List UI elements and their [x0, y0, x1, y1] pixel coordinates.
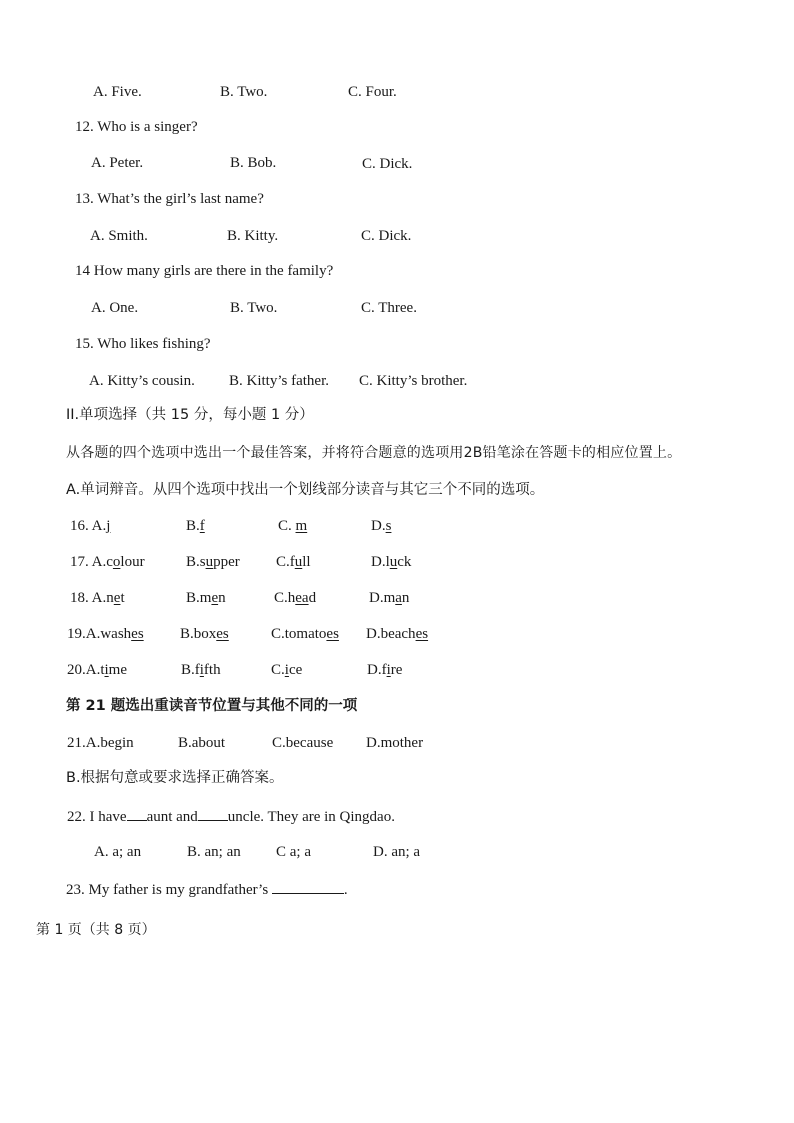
q19-option-c: C.tomatoes: [271, 626, 339, 642]
q18-option-a: 18. A.net: [70, 590, 125, 606]
q22-option-c: C a; a: [276, 844, 311, 860]
q14-option-c: C. Three.: [361, 300, 417, 316]
q20-option-c: C.ice: [271, 662, 303, 678]
q16-option-c: C. m: [278, 518, 308, 534]
q20-option-b: B.fifth: [181, 662, 221, 678]
page-footer: 第 1 页（共 8 页）: [36, 922, 156, 938]
q12-option-b: B. Bob.: [230, 155, 277, 171]
q11-option-b: B. Two.: [220, 84, 268, 100]
q12-stem: 12. Who is a singer?: [75, 119, 198, 135]
q22-blank-2: [198, 806, 228, 821]
q17-option-d: D.luck: [371, 554, 412, 570]
q19-option-a: 19.A.washes: [67, 626, 144, 642]
q11-option-c: C. Four.: [348, 84, 397, 100]
q16-option-a: 16. A.j: [70, 518, 111, 534]
q20-option-d: D.fire: [367, 662, 403, 678]
q13-option-b: B. Kitty.: [227, 228, 279, 244]
q22-option-a: A. a; an: [94, 844, 142, 860]
q11-option-a: A. Five.: [93, 84, 142, 100]
part-b-instruction: B.根据句意或要求选择正确答案。: [66, 770, 284, 786]
q15-option-a: A. Kitty’s cousin.: [89, 373, 195, 389]
q19-option-d: D.beaches: [366, 626, 429, 642]
q22-blank-1: [127, 806, 147, 821]
q21-option-a: 21.A.begin: [67, 735, 134, 751]
q22-option-b: B. an; an: [187, 844, 241, 860]
q23-stem: 23. My father is my grandfather’s .: [66, 879, 348, 899]
q18-option-b: B.men: [186, 590, 226, 606]
q17-option-c: C.full: [276, 554, 311, 570]
q13-stem: 13. What’s the girl’s last name?: [75, 191, 264, 207]
q21-option-d: D.mother: [366, 735, 424, 751]
section-2-title: II.单项选择（共 15 分，每小题 1 分）: [66, 407, 314, 423]
q21-option-c: C.because: [272, 735, 334, 751]
section-2-instruction: 从各题的四个选项中选出一个最佳答案，并将符合题意的选项用2B铅笔涂在答题卡的相应位置上。: [66, 445, 682, 461]
q19-option-b: B.boxes: [180, 626, 229, 642]
q18-option-d: D.man: [369, 590, 410, 606]
q23-blank: [272, 879, 344, 894]
q12-option-c: C. Dick.: [362, 156, 413, 172]
q14-option-a: A. One.: [91, 300, 139, 316]
q21-title: 第 21 题选出重读音节位置与其他不同的一项: [66, 698, 358, 714]
q16-option-d: D.s: [371, 518, 392, 534]
q17-option-a: 17. A.colour: [70, 554, 145, 570]
q22-stem: 22. I have aunt and uncle. They are in Qingdao.: [67, 806, 395, 826]
q20-option-a: 20.A.time: [67, 662, 127, 678]
part-a-instruction: A.单词辩音。从四个选项中找出一个划线部分读音与其它三个不同的选项。: [66, 482, 545, 498]
q13-option-a: A. Smith.: [90, 228, 148, 244]
q21-option-b: B.about: [178, 735, 226, 751]
q16-option-b: B.f: [186, 518, 205, 534]
q15-option-c: C. Kitty’s brother.: [359, 373, 468, 389]
q15-option-b: B. Kitty’s father.: [229, 373, 329, 389]
q18-option-c: C.head: [274, 590, 317, 606]
q14-stem: 14 How many girls are there in the family?: [75, 263, 334, 279]
q12-option-a: A. Peter.: [91, 155, 144, 171]
q22-option-d: D. an; a: [373, 844, 421, 860]
q15-stem: 15. Who likes fishing?: [75, 336, 211, 352]
q14-option-b: B. Two.: [230, 300, 278, 316]
q13-option-c: C. Dick.: [361, 228, 412, 244]
q17-option-b: B.supper: [186, 554, 240, 570]
